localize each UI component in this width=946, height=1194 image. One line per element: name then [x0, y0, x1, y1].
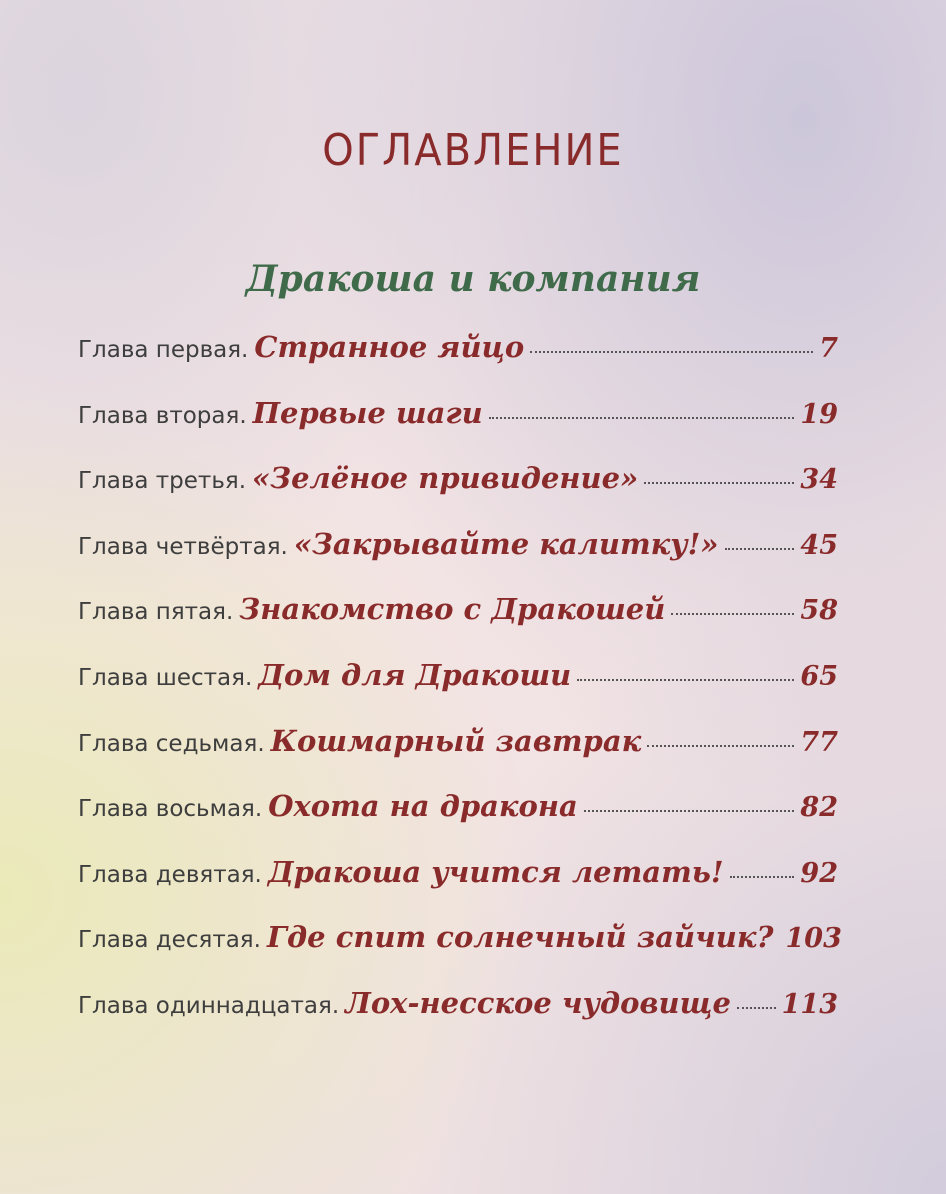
chapter-title: Знакомство с Дракошей [239, 592, 666, 627]
dot-leader [737, 1007, 776, 1009]
toc-entry-2 [78, 396, 838, 462]
toc-entry-6 [78, 658, 838, 724]
dot-leader [725, 548, 795, 550]
dot-leader [671, 613, 794, 615]
chapter-label: Глава четвёртая. [78, 533, 288, 560]
chapter-title: Кошмарный завтрак [270, 723, 642, 758]
dot-leader [584, 810, 795, 812]
section-title: Дракоша и компания [245, 258, 701, 300]
dot-leader [644, 482, 794, 484]
chapter-title: «Зелёное привидение» [252, 461, 639, 496]
chapter-label: Глава седьмая. [78, 730, 265, 757]
chapter-title: Первые шаги [252, 395, 483, 430]
chapter-label: Глава вторая. [78, 402, 247, 429]
chapter-label: Глава одиннадцатая. [78, 992, 340, 1019]
toc-entry-11 [78, 986, 838, 1052]
toc-entry-9 [78, 855, 838, 921]
chapter-label: Глава первая. [78, 337, 249, 363]
toc-entry-7 [78, 724, 838, 790]
chapter-title: Охота на дракона [268, 789, 578, 824]
chapter-label: Глава девятая. [78, 861, 262, 888]
chapter-page-number: 103 [785, 923, 842, 955]
chapter-title: Дом для Дракоши [258, 657, 572, 692]
chapter-label: Глава десятая. [78, 927, 261, 954]
chapter-page-number: 45 [800, 529, 838, 561]
toc-entry-4 [78, 527, 838, 593]
dot-leader [647, 745, 794, 747]
dot-leader [530, 351, 813, 353]
chapter-page-number: 65 [800, 660, 838, 692]
chapter-label: Глава пятая. [78, 599, 234, 626]
chapter-page-number: 92 [800, 857, 838, 889]
page-title: ОГЛАВЛЕНИЕ [322, 126, 624, 176]
dot-leader [577, 679, 794, 681]
toc-entry-10 [78, 920, 842, 986]
chapter-title: Странное яйцо [254, 330, 525, 364]
chapter-title: Лох-несское чудовище [345, 985, 731, 1020]
dot-leader [489, 417, 795, 419]
chapter-label: Глава третья. [78, 468, 247, 495]
chapter-page-number: 7 [819, 333, 838, 364]
chapter-label: Глава шестая. [78, 664, 253, 691]
table-of-contents [78, 330, 842, 1052]
chapter-page-number: 19 [800, 398, 838, 430]
chapter-page-number: 34 [800, 464, 838, 496]
toc-entry-8 [78, 789, 838, 855]
toc-entry-3 [78, 461, 838, 527]
chapter-page-number: 77 [800, 726, 838, 758]
toc-entry-5 [78, 592, 838, 658]
chapter-label: Глава восьмая. [78, 796, 263, 823]
chapter-title: Дракоша учится летать! [267, 854, 724, 889]
dot-leader [730, 876, 795, 878]
chapter-page-number: 58 [800, 595, 838, 627]
toc-entry-1 [78, 330, 838, 396]
chapter-title: Где спит солнечный зайчик? [266, 920, 774, 955]
chapter-title: «Закрывайте калитку!» [293, 526, 719, 561]
chapter-page-number: 113 [781, 988, 838, 1020]
chapter-page-number: 82 [800, 792, 838, 824]
